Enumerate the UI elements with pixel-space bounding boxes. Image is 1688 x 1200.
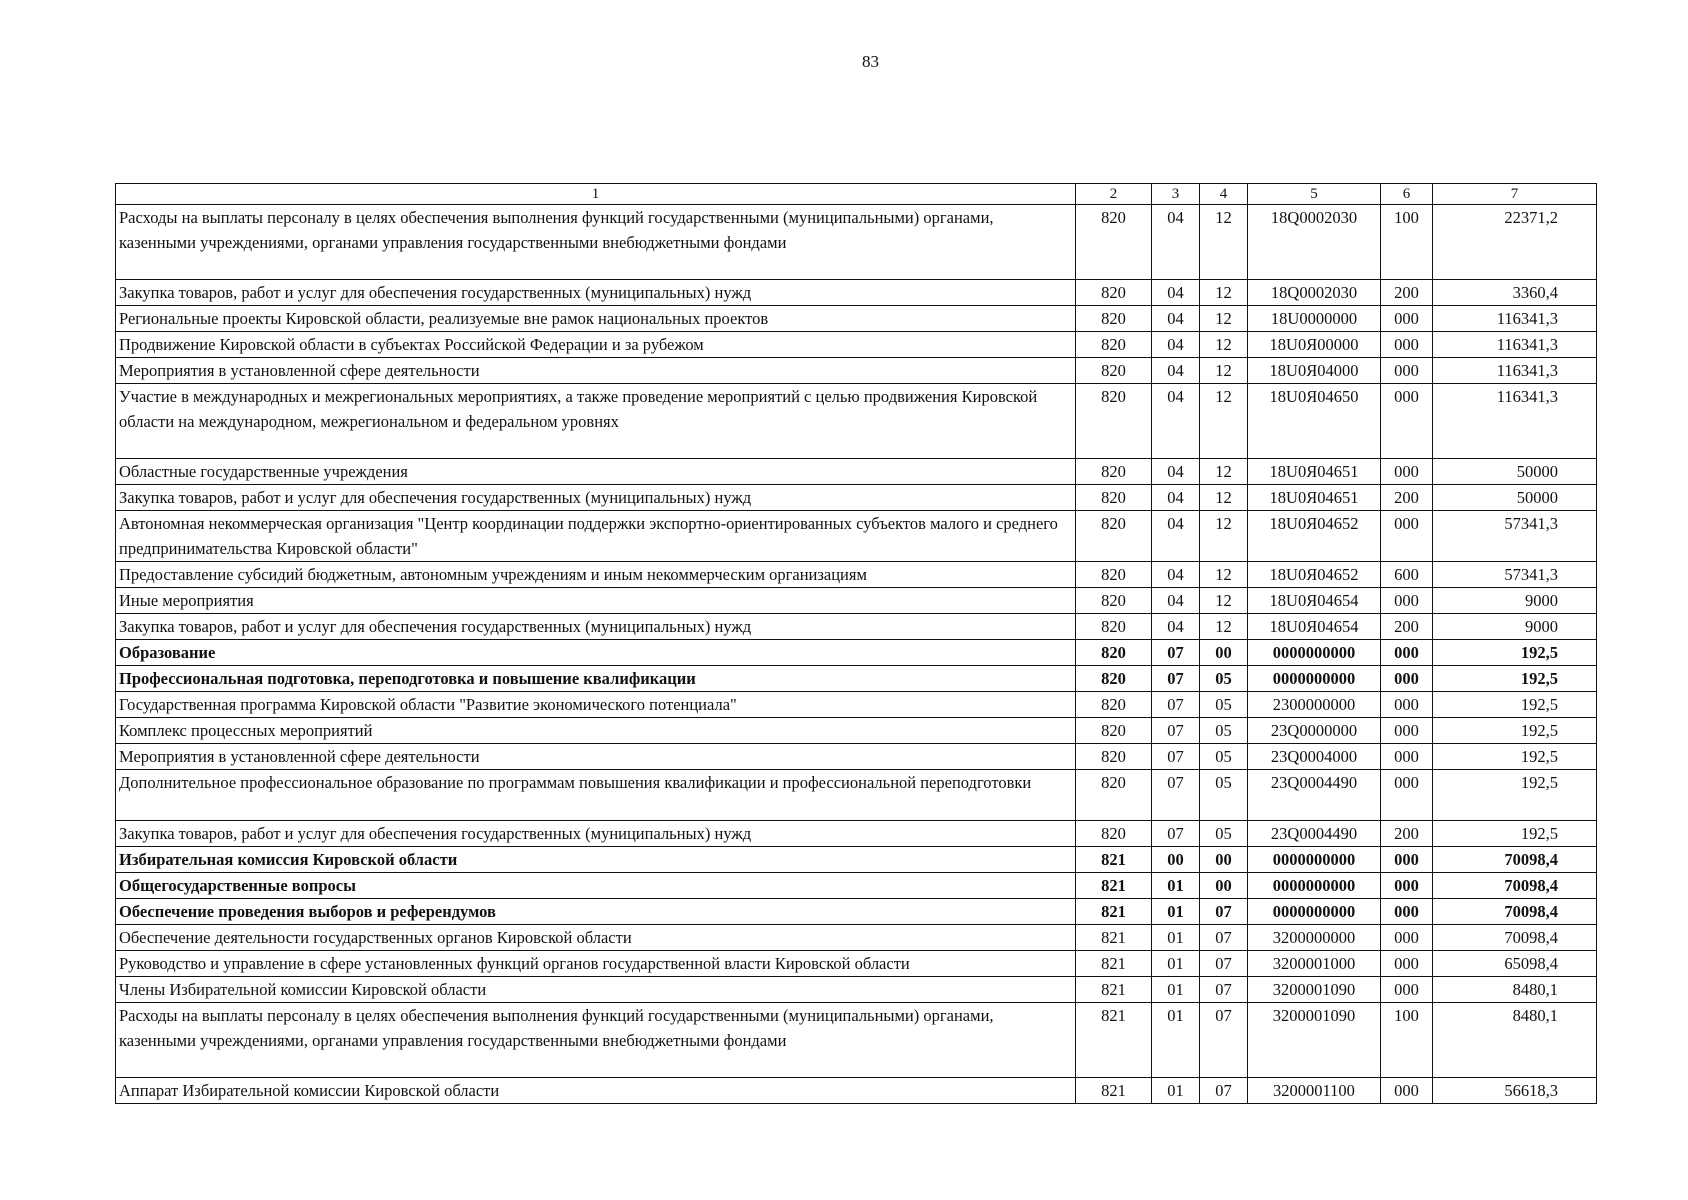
row-name: Мероприятия в установленной сфере деятельности [116, 744, 1076, 770]
table-row [116, 459, 1597, 485]
row-code-2: 820 [1076, 692, 1152, 718]
row-code-2: 820 [1076, 280, 1152, 306]
row-code-5: 3200001090 [1248, 1003, 1381, 1078]
row-code-6: 100 [1381, 205, 1433, 280]
row-amount: 9000 [1433, 614, 1597, 640]
row-code-3: 04 [1152, 485, 1200, 511]
table-row [116, 925, 1597, 951]
row-code-6: 200 [1381, 280, 1433, 306]
row-name: Закупка товаров, работ и услуг для обеспечения государственных (муниципальных) нужд [116, 821, 1076, 847]
row-code-3: 04 [1152, 280, 1200, 306]
row-code-3: 04 [1152, 306, 1200, 332]
row-code-3: 07 [1152, 770, 1200, 821]
row-code-3: 07 [1152, 718, 1200, 744]
row-code-3: 01 [1152, 977, 1200, 1003]
row-code-4: 12 [1200, 358, 1248, 384]
table-body [116, 205, 1597, 1104]
table-row [116, 821, 1597, 847]
budget-table [115, 183, 1597, 1104]
row-code-5: 23Q0004490 [1248, 770, 1381, 821]
row-code-3: 00 [1152, 847, 1200, 873]
row-code-3: 04 [1152, 562, 1200, 588]
table-row [116, 692, 1597, 718]
row-code-2: 821 [1076, 925, 1152, 951]
row-code-6: 000 [1381, 847, 1433, 873]
row-code-3: 01 [1152, 925, 1200, 951]
row-amount: 192,5 [1433, 718, 1597, 744]
row-code-2: 820 [1076, 640, 1152, 666]
row-code-5: 18U0Я04652 [1248, 562, 1381, 588]
table-row [116, 873, 1597, 899]
row-code-3: 01 [1152, 1003, 1200, 1078]
row-code-5: 18U0Я04650 [1248, 384, 1381, 459]
row-code-3: 07 [1152, 692, 1200, 718]
row-code-5: 23Q0000000 [1248, 718, 1381, 744]
row-name: Руководство и управление в сфере установленных функций органов государственной власти Кировской области [116, 951, 1076, 977]
row-code-6: 000 [1381, 770, 1433, 821]
row-code-4: 12 [1200, 280, 1248, 306]
row-code-5: 2300000000 [1248, 692, 1381, 718]
row-name: Дополнительное профессиональное образование по программам повышения квалификации и профессиональной переподготовки [116, 770, 1076, 821]
row-code-6: 000 [1381, 744, 1433, 770]
row-code-2: 821 [1076, 847, 1152, 873]
row-code-4: 07 [1200, 1003, 1248, 1078]
row-code-3: 04 [1152, 459, 1200, 485]
row-code-4: 12 [1200, 588, 1248, 614]
row-code-3: 01 [1152, 951, 1200, 977]
table-row [116, 977, 1597, 1003]
row-code-5: 18U0Я00000 [1248, 332, 1381, 358]
row-name: Профессиональная подготовка, переподготовка и повышение квалификации [116, 666, 1076, 692]
row-code-2: 820 [1076, 485, 1152, 511]
row-code-6: 600 [1381, 562, 1433, 588]
row-name: Образование [116, 640, 1076, 666]
row-code-3: 01 [1152, 899, 1200, 925]
row-code-2: 820 [1076, 718, 1152, 744]
row-code-2: 820 [1076, 821, 1152, 847]
row-name: Закупка товаров, работ и услуг для обеспечения государственных (муниципальных) нужд [116, 485, 1076, 511]
row-code-4: 12 [1200, 511, 1248, 562]
row-amount: 8480,1 [1433, 1003, 1597, 1078]
row-code-2: 820 [1076, 205, 1152, 280]
table-row [116, 205, 1597, 280]
row-code-2: 820 [1076, 744, 1152, 770]
row-amount: 22371,2 [1433, 205, 1597, 280]
row-name: Областные государственные учреждения [116, 459, 1076, 485]
row-code-4: 05 [1200, 718, 1248, 744]
row-code-5: 18U0Я04651 [1248, 459, 1381, 485]
row-code-5: 0000000000 [1248, 640, 1381, 666]
row-code-3: 04 [1152, 588, 1200, 614]
row-code-4: 05 [1200, 821, 1248, 847]
table-row [116, 666, 1597, 692]
row-code-5: 3200001000 [1248, 951, 1381, 977]
row-code-2: 820 [1076, 459, 1152, 485]
row-code-2: 821 [1076, 951, 1152, 977]
row-code-4: 07 [1200, 899, 1248, 925]
column-header-6: 6 [1381, 184, 1433, 205]
column-header-7: 7 [1433, 184, 1597, 205]
row-name: Закупка товаров, работ и услуг для обеспечения государственных (муниципальных) нужд [116, 614, 1076, 640]
row-code-4: 05 [1200, 666, 1248, 692]
row-code-5: 18Q0002030 [1248, 205, 1381, 280]
table-row [116, 511, 1597, 562]
row-code-5: 0000000000 [1248, 666, 1381, 692]
row-amount: 192,5 [1433, 666, 1597, 692]
column-header-2: 2 [1076, 184, 1152, 205]
row-code-4: 00 [1200, 847, 1248, 873]
row-code-3: 07 [1152, 821, 1200, 847]
table-row [116, 485, 1597, 511]
row-code-6: 000 [1381, 358, 1433, 384]
row-code-4: 07 [1200, 925, 1248, 951]
row-amount: 192,5 [1433, 640, 1597, 666]
row-code-2: 820 [1076, 562, 1152, 588]
row-name: Региональные проекты Кировской области, реализуемые вне рамок национальных проектов [116, 306, 1076, 332]
row-code-3: 04 [1152, 614, 1200, 640]
row-code-2: 820 [1076, 358, 1152, 384]
row-code-4: 12 [1200, 614, 1248, 640]
column-header-4: 4 [1200, 184, 1248, 205]
table-row [116, 1078, 1597, 1104]
row-code-6: 000 [1381, 459, 1433, 485]
column-header-5: 5 [1248, 184, 1381, 205]
row-amount: 116341,3 [1433, 384, 1597, 459]
row-code-6: 000 [1381, 1078, 1433, 1104]
row-amount: 116341,3 [1433, 358, 1597, 384]
row-name: Закупка товаров, работ и услуг для обеспечения государственных (муниципальных) нужд [116, 280, 1076, 306]
row-code-6: 000 [1381, 588, 1433, 614]
table-row [116, 614, 1597, 640]
row-code-3: 04 [1152, 358, 1200, 384]
row-code-4: 00 [1200, 873, 1248, 899]
row-code-2: 820 [1076, 384, 1152, 459]
row-name: Общегосударственные вопросы [116, 873, 1076, 899]
column-header-3: 3 [1152, 184, 1200, 205]
row-amount: 116341,3 [1433, 332, 1597, 358]
row-code-5: 0000000000 [1248, 847, 1381, 873]
row-code-4: 12 [1200, 384, 1248, 459]
row-code-5: 18U0Я04000 [1248, 358, 1381, 384]
row-code-5: 18U0000000 [1248, 306, 1381, 332]
row-code-6: 000 [1381, 977, 1433, 1003]
table-row [116, 306, 1597, 332]
row-amount: 192,5 [1433, 770, 1597, 821]
row-amount: 9000 [1433, 588, 1597, 614]
row-code-2: 821 [1076, 899, 1152, 925]
row-amount: 50000 [1433, 485, 1597, 511]
row-name: Члены Избирательной комиссии Кировской области [116, 977, 1076, 1003]
row-name: Государственная программа Кировской области "Развитие экономического потенциала" [116, 692, 1076, 718]
row-code-4: 05 [1200, 692, 1248, 718]
row-code-2: 820 [1076, 588, 1152, 614]
row-code-3: 07 [1152, 744, 1200, 770]
row-code-3: 04 [1152, 511, 1200, 562]
row-name: Обеспечение проведения выборов и референдумов [116, 899, 1076, 925]
row-code-3: 07 [1152, 640, 1200, 666]
row-name: Участие в международных и межрегиональных мероприятиях, а также проведение мероприятий с целью продвижения Кировской области на международном, межрегиональном и федеральном уровнях [116, 384, 1076, 459]
row-name: Аппарат Избирательной комиссии Кировской области [116, 1078, 1076, 1104]
row-amount: 50000 [1433, 459, 1597, 485]
table-row [116, 744, 1597, 770]
row-code-3: 01 [1152, 1078, 1200, 1104]
row-code-6: 000 [1381, 951, 1433, 977]
row-code-3: 04 [1152, 384, 1200, 459]
row-code-4: 12 [1200, 332, 1248, 358]
row-code-4: 05 [1200, 770, 1248, 821]
row-code-5: 3200001100 [1248, 1078, 1381, 1104]
row-code-5: 18U0Я04651 [1248, 485, 1381, 511]
row-code-5: 3200000000 [1248, 925, 1381, 951]
row-amount: 57341,3 [1433, 511, 1597, 562]
row-code-2: 820 [1076, 332, 1152, 358]
table-row [116, 358, 1597, 384]
row-code-5: 18U0Я04652 [1248, 511, 1381, 562]
row-code-6: 000 [1381, 899, 1433, 925]
row-code-6: 000 [1381, 692, 1433, 718]
row-code-5: 23Q0004490 [1248, 821, 1381, 847]
row-name: Расходы на выплаты персоналу в целях обеспечения выполнения функций государственными (муниципальными) органами, казенными учреждениями, органами управления государственными внебюджетными фондами [116, 205, 1076, 280]
row-code-4: 07 [1200, 977, 1248, 1003]
row-amount: 192,5 [1433, 744, 1597, 770]
row-code-6: 000 [1381, 511, 1433, 562]
row-name: Мероприятия в установленной сфере деятельности [116, 358, 1076, 384]
row-amount: 70098,4 [1433, 847, 1597, 873]
table-row [116, 718, 1597, 744]
row-code-3: 07 [1152, 666, 1200, 692]
row-code-3: 04 [1152, 205, 1200, 280]
row-code-6: 000 [1381, 332, 1433, 358]
row-amount: 192,5 [1433, 821, 1597, 847]
row-code-6: 000 [1381, 306, 1433, 332]
row-code-2: 820 [1076, 614, 1152, 640]
row-code-6: 000 [1381, 640, 1433, 666]
row-code-6: 000 [1381, 925, 1433, 951]
row-amount: 192,5 [1433, 692, 1597, 718]
table-row [116, 1003, 1597, 1078]
row-code-4: 00 [1200, 640, 1248, 666]
row-name: Иные мероприятия [116, 588, 1076, 614]
row-code-6: 000 [1381, 384, 1433, 459]
row-amount: 8480,1 [1433, 977, 1597, 1003]
row-amount: 116341,3 [1433, 306, 1597, 332]
row-code-5: 0000000000 [1248, 873, 1381, 899]
row-name: Обеспечение деятельности государственных органов Кировской области [116, 925, 1076, 951]
row-code-3: 04 [1152, 332, 1200, 358]
row-code-5: 0000000000 [1248, 899, 1381, 925]
page-number: 83 [862, 52, 879, 71]
table-row [116, 562, 1597, 588]
row-code-4: 12 [1200, 562, 1248, 588]
row-code-4: 07 [1200, 951, 1248, 977]
row-name: Комплекс процессных мероприятий [116, 718, 1076, 744]
row-amount: 57341,3 [1433, 562, 1597, 588]
row-code-4: 12 [1200, 459, 1248, 485]
row-code-4: 07 [1200, 1078, 1248, 1104]
row-name: Расходы на выплаты персоналу в целях обеспечения выполнения функций государственными (муниципальными) органами, казенными учреждениями, органами управления государственными внебюджетными фондами [116, 1003, 1076, 1078]
row-name: Избирательная комиссия Кировской области [116, 847, 1076, 873]
row-code-2: 821 [1076, 1078, 1152, 1104]
table-row [116, 588, 1597, 614]
row-code-6: 000 [1381, 873, 1433, 899]
table-row [116, 951, 1597, 977]
row-name: Автономная некоммерческая организация "Центр координации поддержки экспортно-ориентированных субъектов малого и среднего предпринимательства Кировской области" [116, 511, 1076, 562]
table-row [116, 384, 1597, 459]
table-row [116, 332, 1597, 358]
table-row [116, 847, 1597, 873]
row-name: Продвижение Кировской области в субъектах Российской Федерации и за рубежом [116, 332, 1076, 358]
row-code-3: 01 [1152, 873, 1200, 899]
row-code-5: 18Q0002030 [1248, 280, 1381, 306]
row-amount: 70098,4 [1433, 899, 1597, 925]
row-code-5: 23Q0004000 [1248, 744, 1381, 770]
row-amount: 65098,4 [1433, 951, 1597, 977]
row-code-5: 3200001090 [1248, 977, 1381, 1003]
row-code-6: 200 [1381, 821, 1433, 847]
table-row [116, 280, 1597, 306]
row-amount: 70098,4 [1433, 873, 1597, 899]
row-code-2: 821 [1076, 873, 1152, 899]
row-code-6: 000 [1381, 718, 1433, 744]
row-code-6: 200 [1381, 614, 1433, 640]
row-code-6: 200 [1381, 485, 1433, 511]
row-code-5: 18U0Я04654 [1248, 588, 1381, 614]
row-code-2: 821 [1076, 977, 1152, 1003]
row-amount: 70098,4 [1433, 925, 1597, 951]
row-code-2: 820 [1076, 666, 1152, 692]
row-code-5: 18U0Я04654 [1248, 614, 1381, 640]
row-code-2: 820 [1076, 306, 1152, 332]
table-row [116, 899, 1597, 925]
table-row [116, 770, 1597, 821]
row-code-2: 820 [1076, 511, 1152, 562]
column-number-row [116, 184, 1597, 205]
table-row [116, 640, 1597, 666]
row-code-6: 100 [1381, 1003, 1433, 1078]
row-amount: 3360,4 [1433, 280, 1597, 306]
row-code-2: 821 [1076, 1003, 1152, 1078]
row-code-2: 820 [1076, 770, 1152, 821]
row-code-4: 05 [1200, 744, 1248, 770]
row-code-4: 12 [1200, 205, 1248, 280]
row-code-4: 12 [1200, 485, 1248, 511]
row-amount: 56618,3 [1433, 1078, 1597, 1104]
row-name: Предоставление субсидий бюджетным, автономным учреждениям и иным некоммерческим организациям [116, 562, 1076, 588]
row-code-4: 12 [1200, 306, 1248, 332]
column-header-1: 1 [116, 184, 1076, 205]
row-code-6: 000 [1381, 666, 1433, 692]
